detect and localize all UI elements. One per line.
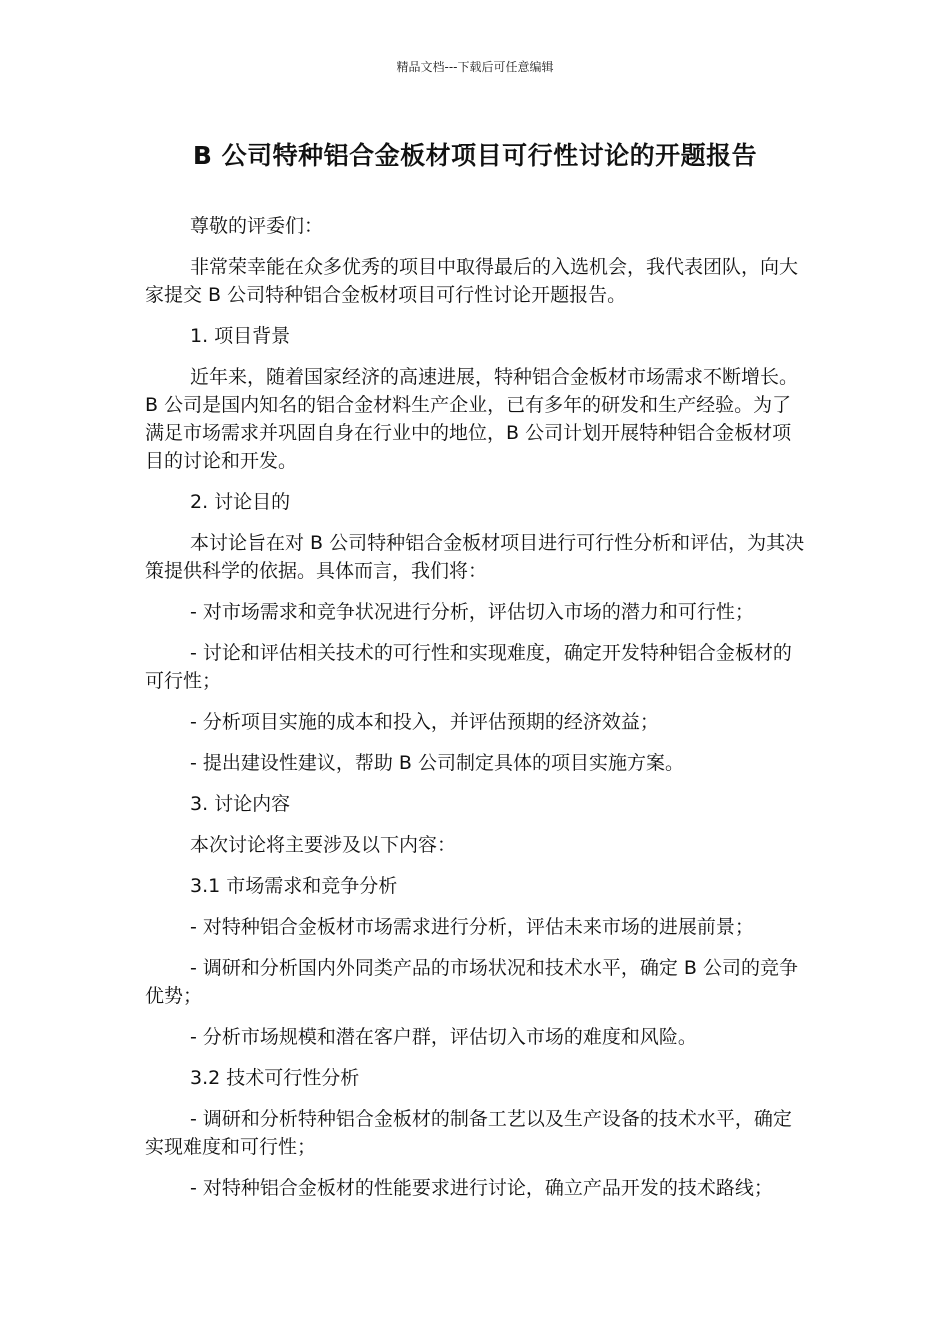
subsection-heading-market: 3.1 市场需求和竞争分析: [190, 875, 398, 897]
purpose-list-item: - 分析项目实施的成本和投入，并评估预期的经济效益；: [190, 711, 659, 733]
document-body: [145, 212, 810, 1215]
purpose-list-item: - 对市场需求和竞争状况进行分析，评估切入市场的潜力和可行性；: [190, 601, 754, 623]
section-heading-purpose: 2. 讨论目的: [190, 491, 291, 513]
market-list-item: - 对特种铝合金板材市场需求进行分析，评估未来市场的进展前景；: [190, 916, 754, 938]
intro-paragraph: 非常荣幸能在众多优秀的项目中取得最后的入选机会，我代表团队，向大家提交 B 公司特种铝合金板材项目可行性讨论开题报告。: [145, 256, 799, 306]
page-header-note: 精品文档---下载后可任意编辑: [396, 60, 554, 74]
technical-list-item: - 调研和分析特种铝合金板材的制备工艺以及生产设备的技术水平，确定实现难度和可行性；: [145, 1108, 792, 1158]
technical-list-item: - 对特种铝合金板材的性能要求进行讨论，确立产品开发的技术路线；: [190, 1177, 773, 1199]
section-heading-background: 1. 项目背景: [190, 325, 291, 347]
purpose-list-item: - 讨论和评估相关技术的可行性和实现难度，确定开发特种铝合金板材的可行性；: [145, 642, 792, 692]
salutation: 尊敬的评委们：: [190, 215, 324, 237]
background-paragraph: 近年来，随着国家经济的高速进展，特种铝合金板材市场需求不断增长。B 公司是国内知名的铝合金材料生产企业，已有多年的研发和生产经验。为了满足市场需求并巩固自身在行业中的地位，B 公司计划开展特种铝合金板材项目的讨论和开发。: [145, 366, 799, 472]
market-list-item: - 调研和分析国内外同类产品的市场状况和技术水平，确定 B 公司的竞争优势；: [145, 957, 799, 1007]
section-heading-content: 3. 讨论内容: [190, 793, 291, 815]
purpose-list-item: - 提出建设性建议，帮助 B 公司制定具体的项目实施方案。: [190, 752, 685, 774]
market-list-item: - 分析市场规模和潜在客户群，评估切入市场的难度和风险。: [190, 1026, 697, 1048]
content-intro-paragraph: 本次讨论将主要涉及以下内容：: [190, 834, 457, 856]
document-title: B 公司特种铝合金板材项目可行性讨论的开题报告: [192, 141, 758, 170]
purpose-paragraph: 本讨论旨在对 B 公司特种铝合金板材项目进行可行性分析和评估，为其决策提供科学的依据。具体而言，我们将：: [145, 532, 805, 582]
subsection-heading-technical: 3.2 技术可行性分析: [190, 1067, 360, 1089]
